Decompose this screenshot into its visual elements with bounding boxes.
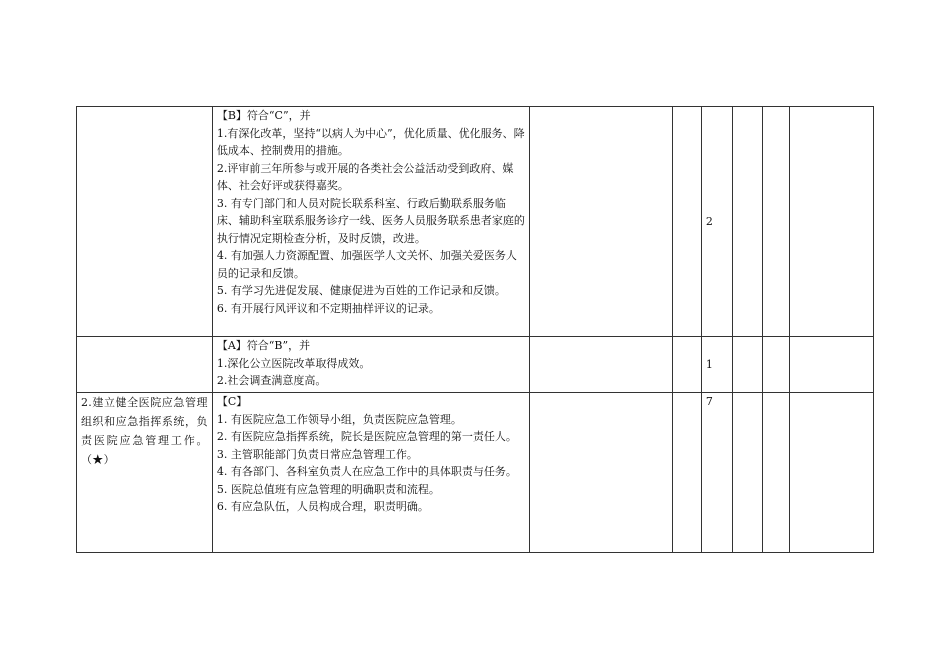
blank-cell [529,107,672,337]
standard-line: 4. 有各部门、各科室负责人在应急工作中的具体职责与任务。 [216,465,517,478]
score-value: 1 [705,357,713,371]
standard-line: 【B】符合“C”，并 [216,109,311,122]
standard-line: 2.社会调查满意度高。 [216,374,327,387]
score-value: 2 [705,214,713,228]
blank-cell [672,393,701,553]
table-row [77,107,874,337]
standard-line: 3. 主管职能部门负责日常应急管理工作。 [216,447,418,461]
score-value: 7 [705,395,713,408]
standard-line: 【C】 [216,395,248,408]
item-text: 2.建立健全医院应急管理组织和应急指挥系统，负责医院应急管理工作。（★） [81,396,208,466]
standard-cell [212,107,529,337]
blank-cell [790,107,874,337]
standard-cell [212,393,529,553]
table-row [77,393,874,553]
score-cell [701,337,732,393]
standard-line: 2.评审前三年所参与或开展的各类社会公益活动受到政府、媒体、社会好评或获得嘉奖。 [216,161,514,192]
item-cell [77,337,213,393]
standard-line: 1.深化公立医院改革取得成效。 [216,356,371,370]
blank-cell [733,393,763,553]
blank-cell [790,337,874,393]
standard-line: 5. 医院总值班有应急管理的明确职责和流程。 [216,482,440,496]
standard-line: 6. 有开展行风评议和不定期抽样评议的记录。 [216,301,440,315]
blank-cell [529,393,672,553]
standard-line: 6. 有应急队伍，人员构成合理，职责明确。 [216,500,429,513]
score-cell [701,107,732,337]
blank-cell [529,337,672,393]
blank-cell [763,107,790,337]
blank-cell [672,107,701,337]
blank-cell [672,337,701,393]
blank-cell [733,107,763,337]
standard-line: 3. 有专门部门和人员对院长联系科室、行政后勤联系服务临床、辅助科室联系服务诊疗一线、医务人员服务联系患者家庭的执行情况定期检查分析，及时反馈，改进。 [216,196,525,245]
standard-line: 5. 有学习先进促发展、健康促进为百姓的工作记录和反馈。 [216,284,506,297]
item-cell [77,107,213,337]
standard-line: 1.有深化改革，坚持“以病人为中心”，优化质量、优化服务、降低成本、控制费用的措施。 [216,126,525,157]
standard-line: 2. 有医院应急指挥系统，院长是医院应急管理的第一责任人。 [216,430,517,443]
blank-cell [763,393,790,553]
blank-cell [790,393,874,553]
assessment-table [76,106,874,553]
item-cell [77,393,213,553]
table-row [77,337,874,393]
standard-line: 4. 有加强人力资源配置、加强医学人文关怀、加强关爱医务人员的记录和反馈。 [216,249,517,280]
standard-line: 【A】符合“B”，并 [216,339,311,352]
blank-cell [733,337,763,393]
standard-cell [212,337,529,393]
standard-line: 1. 有医院应急工作领导小组，负责医院应急管理。 [216,412,462,426]
blank-cell [763,337,790,393]
score-cell [701,393,732,553]
